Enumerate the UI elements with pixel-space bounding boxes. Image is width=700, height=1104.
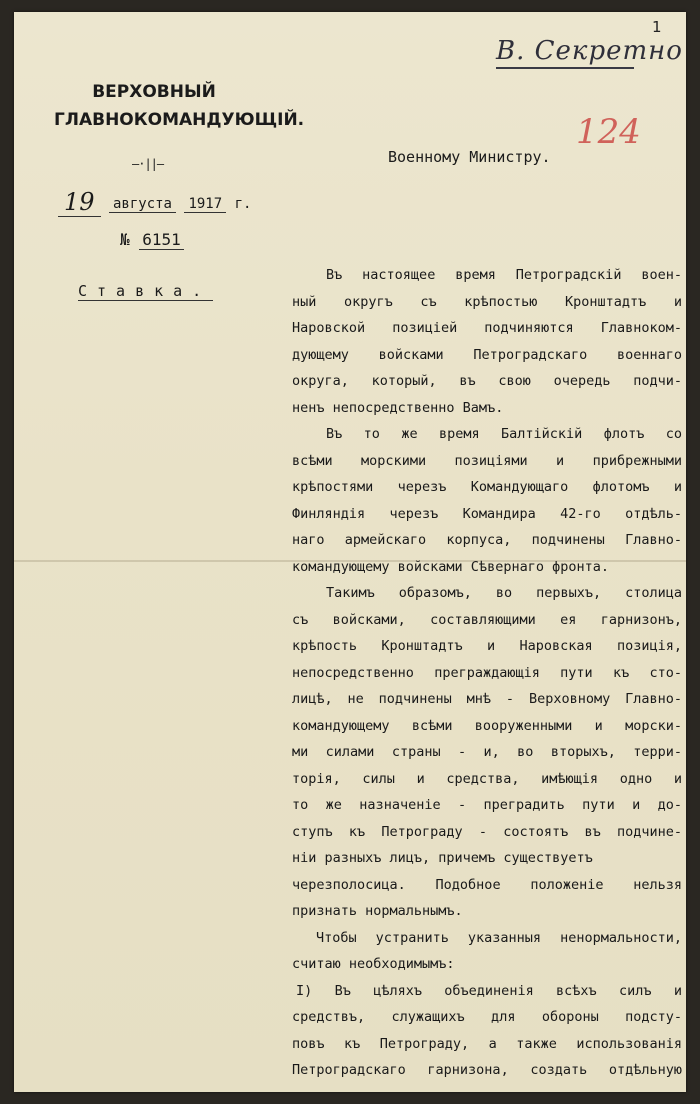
header-divider: —·||— bbox=[132, 157, 164, 171]
secret-stamp-text: В. Секретно bbox=[496, 36, 683, 66]
body-line: то же назначеніе - преградить пути и до- bbox=[292, 797, 682, 813]
body-line: Петроградскаго гарнизона, создать отдѣльную bbox=[292, 1062, 682, 1078]
body-line: торія, силы и средства, имѣющія одно и bbox=[292, 770, 682, 787]
body-line: всѣми морскими позиціями и прибрежными bbox=[292, 452, 682, 469]
body-line: Чтобы устранить указанныя ненормальности, bbox=[316, 929, 682, 946]
body-line: Въ то же время Балтійскій флотъ со bbox=[326, 426, 682, 442]
body-line: ми силами страны - и, во вторыхъ, терри- bbox=[292, 744, 682, 760]
place-of-issue: Ставка. bbox=[78, 282, 212, 300]
body-line: крѣпостями черезъ Командующаго флотомъ и bbox=[292, 479, 682, 495]
body-line: крѣпость Кронштадтъ и Наровская позиція, bbox=[292, 638, 682, 654]
body-line: лицѣ, не подчинены мнѣ - Верховному Главно- bbox=[292, 691, 682, 707]
body-line: считаю необходимымъ: bbox=[292, 956, 455, 972]
body-line: ніи разныхъ лицъ, причемъ существуетъ bbox=[292, 850, 593, 866]
body-line: командующему войсками Сѣвернаго фронта. bbox=[292, 558, 609, 575]
body-line: Наровской позиціей подчиняются Главноком- bbox=[292, 320, 682, 336]
secret-stamp bbox=[496, 36, 683, 69]
body-line: съ войсками, составляющими ея гарнизонъ, bbox=[292, 611, 682, 628]
document-number bbox=[120, 230, 184, 249]
red-registry-number: 124 bbox=[576, 112, 641, 152]
body-line: повъ къ Петрограду, а также использованія bbox=[292, 1035, 682, 1052]
body-line: средствъ, служащихъ для обороны подсту- bbox=[292, 1009, 682, 1025]
number-prefix: № bbox=[120, 230, 130, 249]
body-line: ненъ непосредственно Вамъ. bbox=[292, 399, 504, 416]
body-line: ступъ къ Петрограду - состоятъ въ подчине- bbox=[292, 823, 682, 840]
body-line: непосредственно преграждающія пути къ сто- bbox=[292, 664, 682, 681]
document-date bbox=[58, 188, 251, 216]
body-line: Финляндія черезъ Командира 42-го отдѣль- bbox=[292, 505, 682, 522]
organization-header bbox=[54, 78, 305, 134]
secret-stamp-underline bbox=[496, 67, 634, 69]
body-line: ный округъ съ крѣпостью Кронштадтъ и bbox=[292, 293, 682, 310]
body-line: округа, который, въ свою очередь подчи- bbox=[292, 373, 682, 389]
body-line: наго армейскаго корпуса, подчинены Главно- bbox=[292, 532, 682, 548]
body-line: Такимъ образомъ, во первыхъ, столица bbox=[326, 585, 682, 601]
letter-body bbox=[292, 262, 682, 1084]
date-year: 1917 bbox=[184, 196, 226, 213]
body-line: командующему всѣми вооруженными и морски- bbox=[292, 717, 682, 734]
date-suffix: г. bbox=[234, 196, 252, 212]
body-line: Въ настоящее время Петроградскій воен- bbox=[326, 267, 682, 283]
number-value: 6151 bbox=[139, 230, 184, 250]
addressee: Военному Министру. bbox=[388, 148, 551, 166]
body-line: признать нормальнымъ. bbox=[292, 903, 463, 919]
body-line: I) Въ цѣляхъ объединенія всѣхъ силъ и bbox=[296, 982, 682, 999]
page-number: 1 bbox=[652, 18, 662, 36]
document-page bbox=[14, 12, 686, 1092]
org-line-2: ГЛАВНОКОМАНДУЮЩІЙ. bbox=[54, 110, 305, 130]
body-line: дующему войсками Петроградскаго военнаго bbox=[292, 346, 682, 363]
org-line-1: ВЕРХОВНЫЙ bbox=[92, 82, 216, 102]
date-day: 19 bbox=[58, 188, 101, 217]
date-month: августа bbox=[109, 196, 176, 213]
body-line: черезполосица. Подобное положеніе нельзя bbox=[292, 876, 682, 893]
